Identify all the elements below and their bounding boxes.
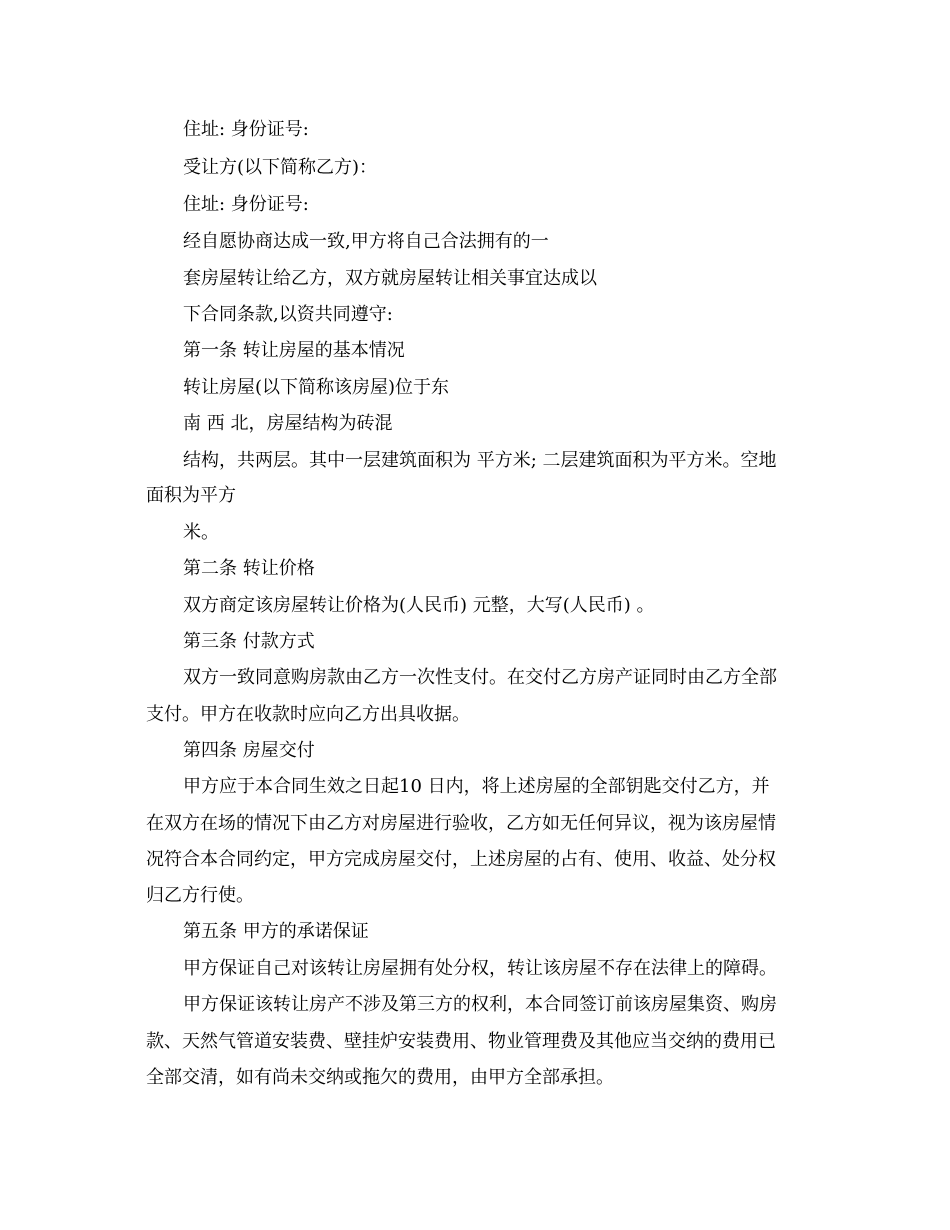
text-line: 米。 <box>183 522 219 543</box>
text-line: 双方一致同意购房款由乙方一次性支付。在交付乙方房产证同时由乙方全部 <box>183 667 777 688</box>
text-line: 住址: 身份证号: <box>183 119 309 140</box>
text-line: 受让方(以下简称乙方)： <box>183 157 378 178</box>
section-heading: 第二条 转让价格 <box>183 558 315 579</box>
text-line: 在双方在场的情况下由乙方对房屋进行验收，乙方如无任何异议，视为该房屋情 <box>146 813 776 834</box>
text-line: 全部交清，如有尚未交纳或拖欠的费用，由甲方全部承担。 <box>146 1067 614 1088</box>
section-heading: 第三条 付款方式 <box>183 631 315 652</box>
text-line: 面积为平方 <box>146 485 236 506</box>
text-line: 甲方保证自己对该转让房屋拥有处分权，转让该房屋不存在法律上的障碍。 <box>183 958 777 979</box>
text-line: 套房屋转让给乙方，双方就房屋转让相关事宜达成以 <box>183 268 597 289</box>
section-heading: 第一条 转让房屋的基本情况 <box>183 340 405 361</box>
text-line: 归乙方行使。 <box>146 885 254 906</box>
text-line: 结构，共两层。其中一层建筑面积为 平方米; 二层建筑面积为平方米。空地 <box>183 450 777 471</box>
text-line: 经自愿协商达成一致,甲方将自己合法拥有的一 <box>183 231 549 252</box>
text-line: 况符合本合同约定，甲方完成房屋交付，上述房屋的占有、使用、收益、处分权 <box>146 849 776 870</box>
section-heading: 第四条 房屋交付 <box>183 740 315 761</box>
text-line: 下合同条款,以资共同遵守: <box>183 304 393 325</box>
text-line: 南 西 北，房屋结构为砖混 <box>183 413 393 434</box>
section-heading: 第五条 甲方的承诺保证 <box>183 921 369 942</box>
text-line: 住址: 身份证号: <box>183 194 309 215</box>
text-line: 款、天然气管道安装费、壁挂炉安装费用、物业管理费及其他应当交纳的费用已 <box>146 1031 776 1052</box>
text-line: 支付。甲方在收款时应向乙方出具收据。 <box>146 704 470 725</box>
text-line: 甲方保证该转让房产不涉及第三方的权利，本合同签订前该房屋集资、购房 <box>183 994 777 1015</box>
text-line: 双方商定该房屋转让价格为(人民币) 元整，大写(人民币) 。 <box>183 595 655 616</box>
text-line: 转让房屋(以下简称该房屋)位于东 <box>183 377 450 398</box>
text-line: 甲方应于本合同生效之日起10 日内，将上述房屋的全部钥匙交付乙方，并 <box>183 776 770 797</box>
